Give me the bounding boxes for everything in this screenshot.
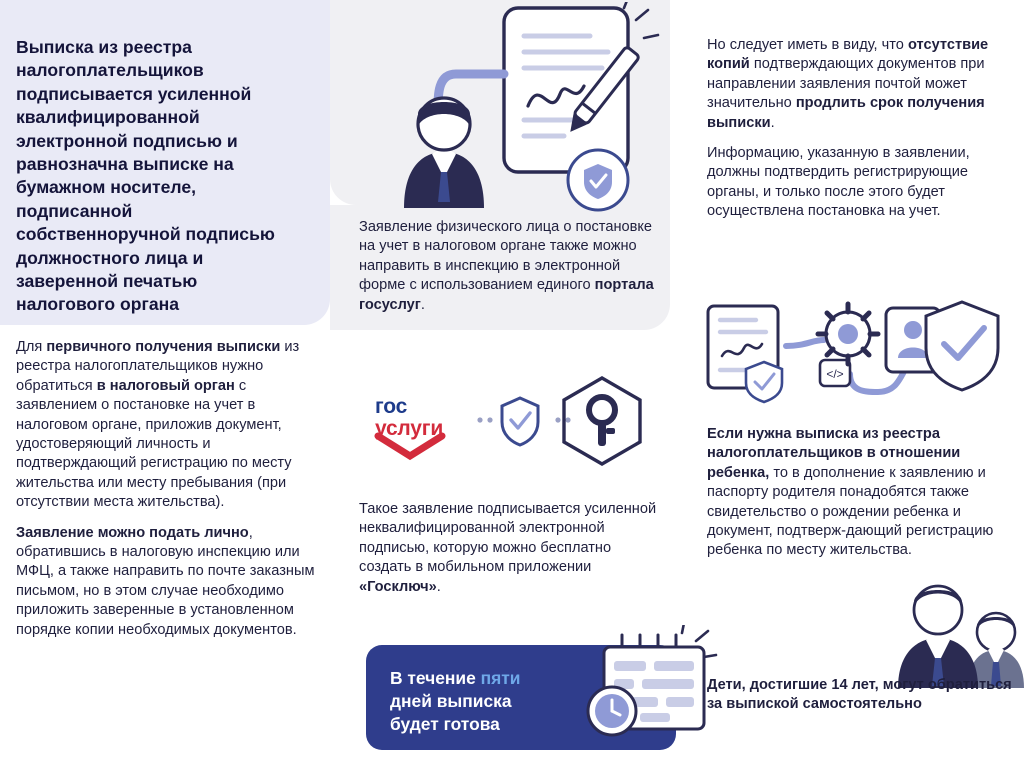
logo-line-1: гос	[375, 395, 408, 418]
left-column-text	[16, 338, 316, 640]
deadline-banner-text	[390, 667, 560, 736]
mid-p2-bold: «Госключ»	[359, 578, 437, 595]
banner-line3: будет готова	[390, 713, 500, 734]
left-p1-part2: из реестра налогоплательщиков нужно обратиться	[16, 339, 300, 394]
lead-statement-text: Выписка из реестра налогоплательщиков подписывается усиленной квалифицированной электронной подписью и равнозначна выписке на бумажном носителе, подписанной собственноручной подписью должностного лица и заверенной печатью налогового органа	[16, 37, 275, 315]
right-p1-bold1: отсутствие копий	[707, 37, 989, 73]
left-p1-bold1: первичного получения выписки	[46, 339, 281, 355]
left-paragraph-2	[16, 524, 316, 640]
right-p1-part2: подтверждающих документов при направлении заявления почтой может значительно	[707, 56, 985, 112]
svg-text:</>: </>	[826, 367, 844, 381]
family-avatars-icon	[890, 580, 1024, 690]
right-p3-bold: Если нужна выписка из реестра налогоплательщиков в отношении ребенка,	[707, 426, 961, 481]
right-paragraph-4: Дети, достигшие 14 лет, могут обратиться за выпиской самостоятельно	[707, 677, 1012, 713]
lead-statement-card	[0, 0, 330, 325]
right-paragraph-2: Информацию, указанную в заявлении, должны подтвердить регистрирующие органы, и только после этого будет осуществлена постановка на учет.	[707, 145, 970, 220]
left-p2-bold: Заявление можно подать лично	[16, 524, 249, 541]
banner-line2: дней выписка	[390, 690, 512, 711]
right-column-text-3	[707, 676, 1012, 715]
banner-line1-highlight: пяти	[480, 668, 521, 688]
right-p3-rest: то в дополнение к заявлению и паспорту родителя понадобятся также свидетельство о рождении ребенка и документ, подтверж-дающий регистрацию ребенка по месту жительства.	[707, 464, 994, 559]
right-column-text-1	[707, 36, 1007, 222]
left-p2-rest: , обратившись в налоговую инспекцию или МФЦ, а также направить по почте заказным письмом, но в этом случае необходимо приложить заверенные в установленном порядке копии необходимых документов.	[16, 524, 315, 638]
left-p1-part1: Для	[16, 339, 47, 355]
mid-p1-bold: портала госуслуг	[359, 277, 654, 313]
right-paragraph-1	[707, 36, 1007, 133]
gosuslugi-wordmark	[366, 378, 486, 468]
right-column-text-2	[707, 425, 1012, 561]
document-signature-icon	[352, 2, 668, 222]
middle-paragraph-2	[359, 500, 664, 597]
mid-p1-part2: .	[420, 296, 425, 313]
right-paragraph-3	[707, 425, 1012, 561]
banner-line1-part1: В течение	[390, 668, 481, 688]
digital-services-icon-group	[700, 300, 1000, 410]
mid-p2-part1: Такое заявление подписывается усиленной неквалифицированной электронной подписью, которую можно бесплатно создать в мобильном приложении	[359, 501, 657, 576]
mid-p1-part1: Заявление физического лица о постановке на учет в налоговом органе также можно направить в инспекцию в электронной форме с использованием единого	[359, 219, 653, 294]
middle-paragraph-1	[359, 218, 659, 315]
right-p1-bold2: продлить срок получения выписки	[707, 95, 985, 131]
right-p1-part1: Но следует иметь в виду, что	[707, 37, 908, 53]
left-p1-bold2: в налоговый орган	[96, 377, 235, 394]
right-p1-part3: .	[770, 114, 775, 131]
left-p1-part3: с заявлением о постановке на учет в налоговом органе, приложив документ, удостоверяющий личность и подтверждающий регистрацию по месту жительства или месту пребывания (при отсутствии места жительства).	[16, 377, 292, 511]
mid-p2-part2: .	[436, 578, 441, 595]
calendar-icon	[584, 625, 720, 745]
left-paragraph-1	[16, 338, 316, 513]
logo-line-2: услуги	[375, 417, 444, 441]
